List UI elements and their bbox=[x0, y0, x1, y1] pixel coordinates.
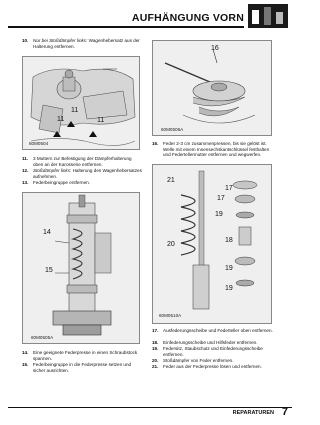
figure-code: 60M0505A bbox=[31, 335, 54, 340]
spring-compressor-illustration bbox=[23, 193, 140, 344]
callout-17-a: 17 bbox=[225, 185, 233, 192]
footer-rule bbox=[8, 407, 292, 408]
callout-18: 18 bbox=[225, 237, 233, 244]
figure-code: 60M0504 bbox=[29, 141, 49, 146]
callout-17-b: 17 bbox=[217, 195, 225, 202]
callout-11-b: 11 bbox=[57, 116, 65, 123]
callout-19-c: 19 bbox=[225, 285, 233, 292]
figure-60M0505A bbox=[22, 192, 140, 344]
engine-bay-illustration bbox=[23, 57, 140, 150]
callout-19-b: 19 bbox=[225, 265, 233, 272]
callout-21: 21 bbox=[167, 177, 175, 184]
callout-16: 16 bbox=[211, 45, 219, 52]
callout-20: 20 bbox=[167, 241, 175, 248]
figure-60M0504 bbox=[22, 56, 140, 150]
figure-code: 60M0506A bbox=[161, 127, 184, 132]
callout-11-c: 11 bbox=[97, 117, 105, 124]
figure-60M0506A bbox=[152, 40, 272, 136]
callout-14: 14 bbox=[43, 229, 51, 236]
figure-code: 60M0510A bbox=[159, 313, 182, 318]
header-rule bbox=[8, 26, 244, 28]
section-logo bbox=[248, 4, 288, 28]
callout-19-a: 19 bbox=[215, 211, 223, 218]
page-number: 7 bbox=[281, 406, 288, 418]
callout-11-a: 11 bbox=[71, 107, 79, 114]
figure-60M0510A bbox=[152, 164, 272, 324]
page-title: AUFHÄNGUNG VORN bbox=[131, 12, 244, 24]
page-header bbox=[0, 0, 300, 30]
spring-nut-removal-illustration bbox=[153, 41, 272, 136]
footer-section-label: REPARATUREN bbox=[232, 410, 274, 416]
callout-15: 15 bbox=[45, 267, 53, 274]
